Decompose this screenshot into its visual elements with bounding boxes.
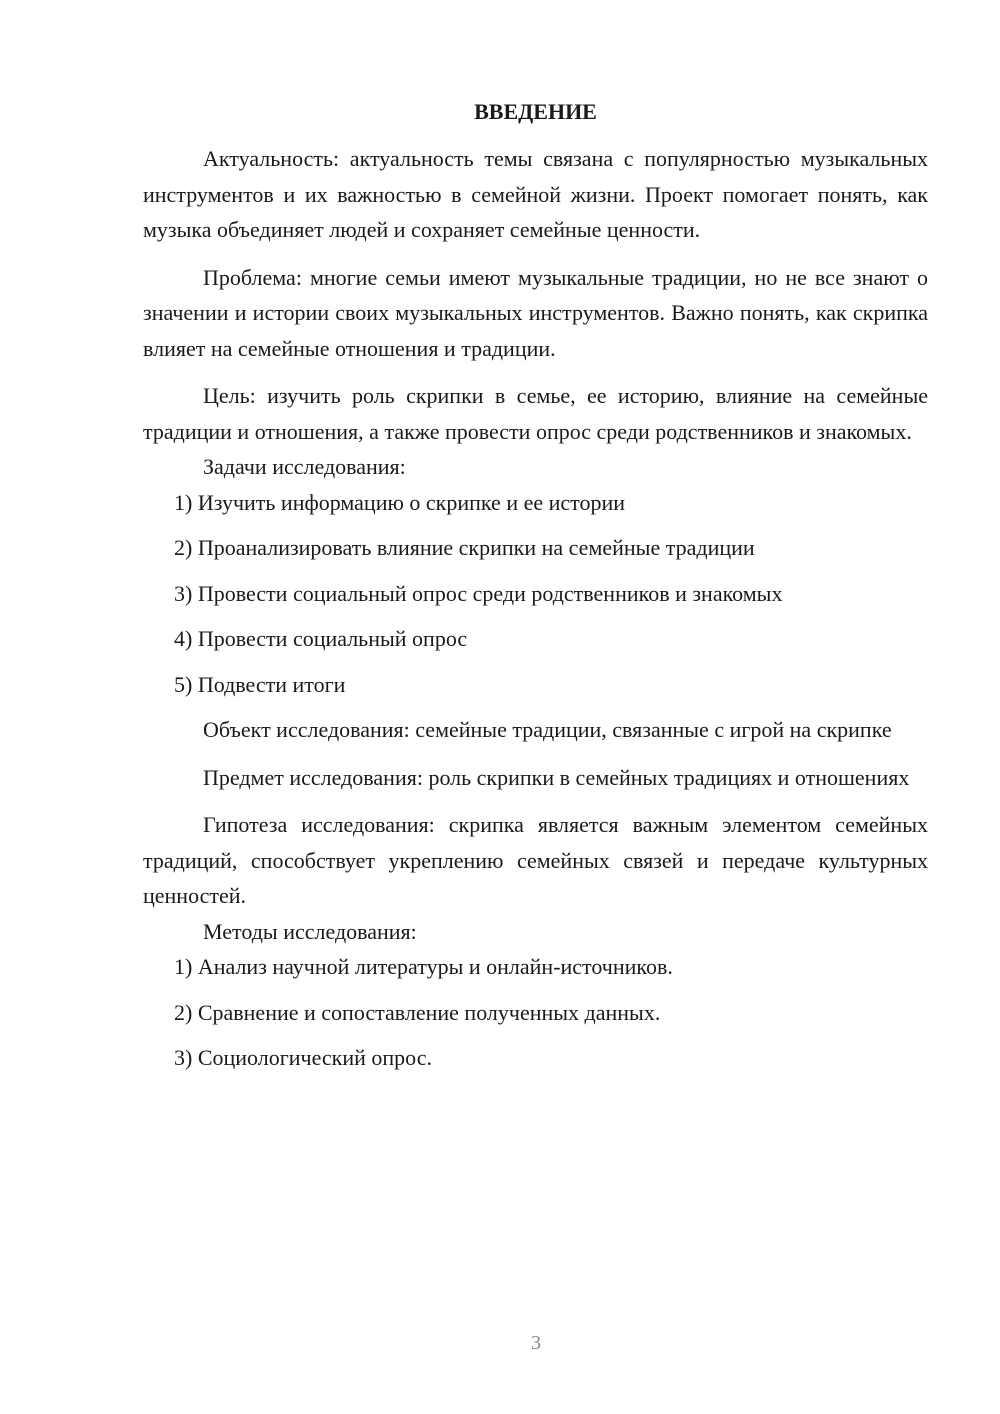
goal-paragraph: Цель: изучить роль скрипки в семье, ее историю, влияние на семейные традиции и отношения, а также провести опрос среди родственников и знакомых.	[143, 383, 928, 444]
section-title: ВВЕДЕНИЕ	[474, 99, 597, 124]
method-item: 3) Социологический опрос.	[174, 1045, 432, 1070]
object-paragraph: Объект исследования: семейные традиции, связанные с игрой на скрипке	[203, 717, 892, 742]
subject-paragraph: Предмет исследования: роль скрипки в семейных традициях и отношениях	[203, 764, 910, 790]
method-item: 1) Анализ научной литературы и онлайн-источников.	[174, 954, 673, 979]
task-item: 2) Проанализировать влияние скрипки на семейные традиции	[174, 535, 755, 560]
page-number: 3	[531, 1332, 541, 1354]
problem-paragraph: Проблема: многие семьи имеют музыкальные традиции, но не все знают о значении и истории своих музыкальных инструментов. Важно понять, как скрипка влияет на семейные отношения и традиции.	[143, 264, 928, 361]
method-item: 2) Сравнение и сопоставление полученных данных.	[174, 999, 661, 1025]
hypothesis-paragraph: Гипотеза исследования: скрипка является важным элементом семейных традиций, способствует укреплению семейных связей и передаче культурных ценностей.	[143, 812, 928, 908]
methods-heading: Методы исследования:	[203, 918, 417, 944]
task-item: 3) Провести социальный опрос среди родственников и знакомых	[174, 580, 783, 606]
task-item: 5) Подвести итоги	[174, 671, 346, 697]
relevance-paragraph: Актуальность: актуальность темы связана с популярностью музыкальных инструментов и их важностью в семейной жизни. Проект помогает понять, как музыка объединяет людей и сохраняет семейные ценности.	[143, 146, 928, 242]
page-content	[143, 94, 928, 1076]
tasks-list	[143, 485, 928, 703]
methods-list	[143, 949, 928, 1076]
tasks-heading: Задачи исследования:	[203, 454, 406, 479]
task-item: 4) Провести социальный опрос	[174, 626, 468, 651]
task-item: 1) Изучить информацию о скрипке и ее истории	[174, 489, 626, 515]
